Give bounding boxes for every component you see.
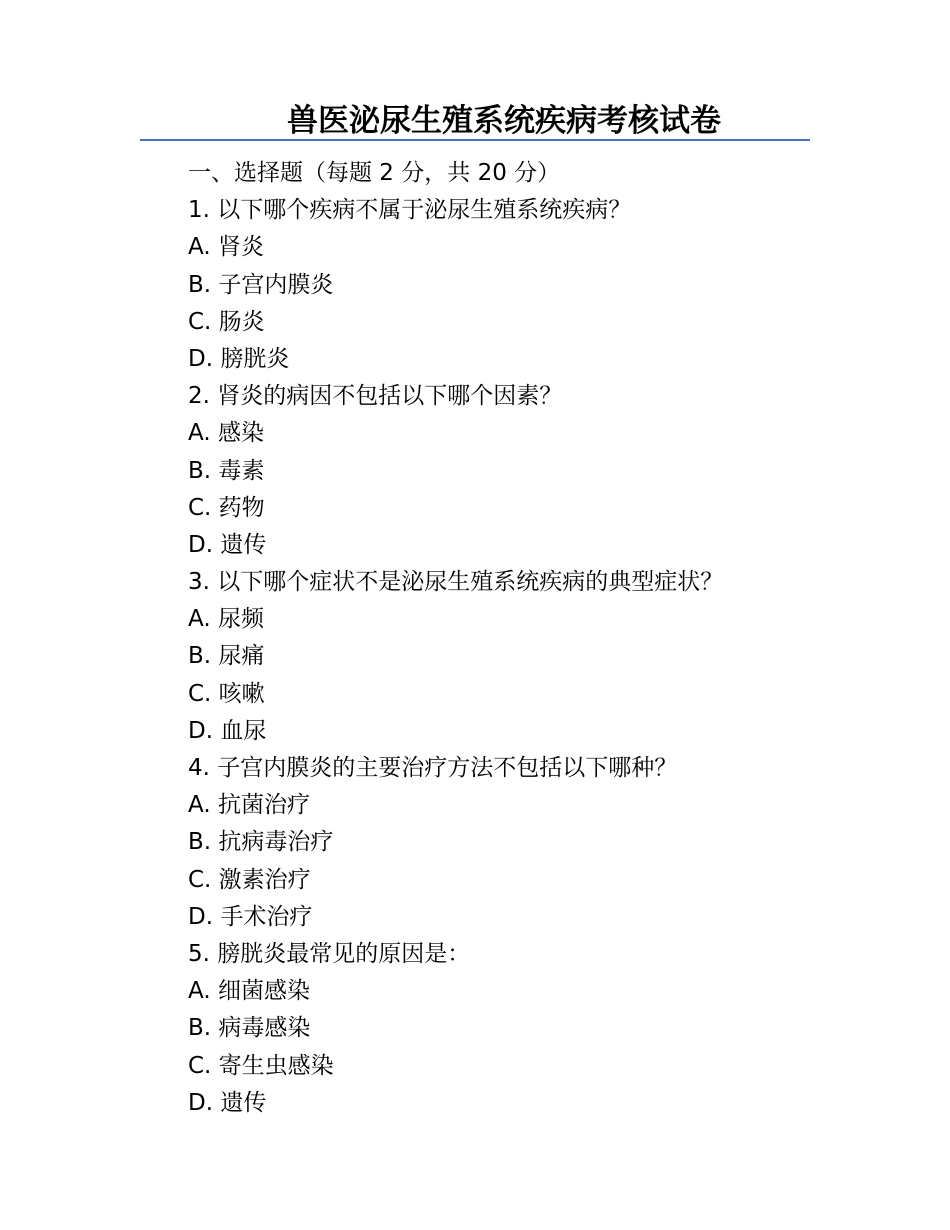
question-text: 5. 膀胱炎最常见的原因是：	[188, 940, 471, 967]
section-heading: 一、选择题（每题 2 分，共 20 分）	[188, 160, 561, 186]
option-c: C. 药物	[188, 494, 265, 521]
option-d: D. 遗传	[188, 1089, 267, 1116]
question-3	[188, 564, 808, 750]
option-d: D. 手术治疗	[188, 903, 313, 930]
option-c: C. 肠炎	[188, 308, 265, 335]
option-b: B. 尿痛	[188, 643, 265, 670]
option-c: C. 咳嗽	[188, 680, 265, 707]
option-a: A. 抗菌治疗	[188, 792, 310, 819]
option-d: D. 血尿	[188, 717, 267, 744]
option-c: C. 寄生虫感染	[188, 1052, 334, 1079]
option-a: A. 肾炎	[188, 234, 264, 261]
option-d: D. 遗传	[188, 531, 267, 558]
question-1	[188, 192, 808, 378]
question-text: 2. 肾炎的病因不包括以下哪个因素？	[188, 383, 563, 410]
option-b: B. 病毒感染	[188, 1015, 311, 1042]
option-b: B. 抗病毒治疗	[188, 829, 334, 856]
option-d: D. 膀胱炎	[188, 345, 290, 372]
option-a: A. 细菌感染	[188, 978, 310, 1005]
option-b: B. 子宫内膜炎	[188, 271, 334, 298]
question-text: 1. 以下哪个疾病不属于泌尿生殖系统疾病？	[188, 197, 632, 224]
exam-content	[188, 155, 808, 1122]
question-text: 4. 子宫内膜炎的主要治疗方法不包括以下哪种？	[188, 755, 678, 781]
title-underline	[140, 139, 810, 141]
question-5	[188, 936, 808, 1122]
option-c: C. 激素治疗	[188, 866, 311, 893]
document-title: 兽医泌尿生殖系统疾病考核试卷	[287, 103, 721, 139]
option-b: B. 毒素	[188, 457, 265, 484]
option-a: A. 感染	[188, 420, 264, 447]
question-2	[188, 378, 808, 564]
option-a: A. 尿频	[188, 606, 264, 633]
question-text: 3. 以下哪个症状不是泌尿生殖系统疾病的典型症状？	[188, 569, 724, 596]
question-4	[188, 750, 808, 936]
